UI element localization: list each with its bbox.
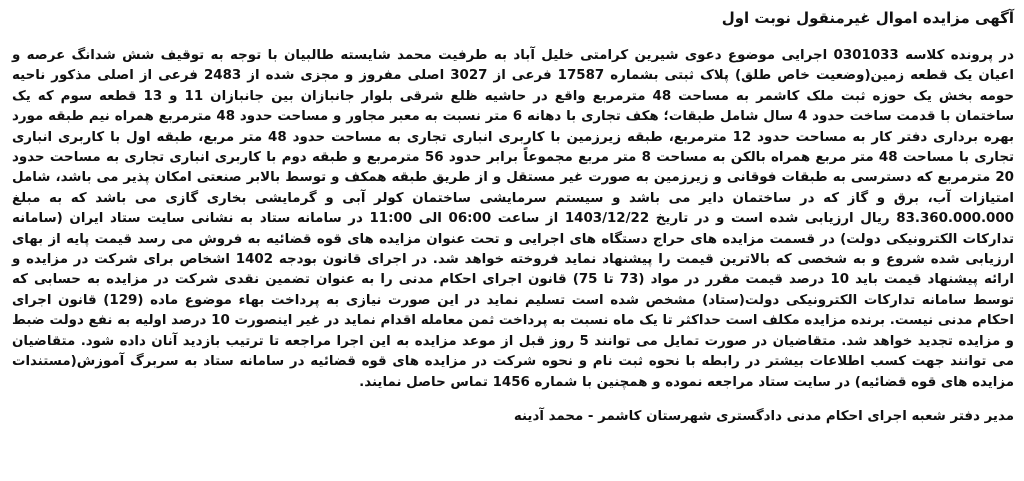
notice-signature: مدیر دفتر شعبه اجرای احکام مدنی دادگستری شهرستان کاشمر - محمد آدینه — [513, 408, 1014, 424]
notice-title: آگهی مزایده اموال غیرمنقول نوبت اول — [721, 9, 1014, 27]
notice-body-text: در پرونده کلاسه 0301033 اجرایی موضوع دعوی شیرین کرامتی خلیل آباد به طرفیت محمد شایسته طالبیان با توجه به توقیف شش شدانگ عرصه و اعیان یک قطعه زمین(وضعیت خاص طلق) پلاک ثبتی بشماره 17587 فرعی از 3027 اصلی مفروز و مجزی شده از 2483 فرعی از اصلی مذکور ناحیه حومه بخش یک حوزه ثبت ملک کاشمر به مساحت 48 مترمربع واقع در حاشیه ظلع شرقی بلوار جانبازان بین جانبازان 11 و 13 قطعه سوم که یک ساختمان با قدمت ساخت حدود 4 سال شامل طبقات؛ هکف تجاری با دهانه 6 متر نسبت به معبر مجاور و مساحت حدود 48 مترمربع همراه نیم طبقه مورد بهره برداری دفتر کار به مساحت حدود 12 مترمربع، طبقه زیرزمین با کاربری انباری تجاری به مساحت حدود 48 متر مربع، طبقه اول با کاربری انباری تجاری با مساحت 48 متر مربع همراه بالکن به مساحت 8 متر مربع مجموعاً برابر حدود 56 مترمربع و طبقه دوم با کاربری انباری تجاری به مساحت حدود 20 مترمربع که دسترسی به طبقات فوقانی و زیرزمین به صورت غیر مستقل و از طریق طبقه همکف و توسط بالابر صنعتی امکان پذیر می باشد، شامل امتیازات آب، برق و گاز که در ساختمان دایر می باشد و سیستم سرمایشی ساختمان کولر آبی و گرمایشی بخاری گازی می باشد که به مبلغ 83.360.000.000 ریال ارزیابی شده است و در تاریخ 1403/12/22 از ساعت 06:00 الی 11:00 در سامانه ستاد به نشانی سایت ستاد ایران (سامانه تدارکات الکترونیکی دولت) در قسمت مزایده های حراج دستگاه های اجرایی و تحت عنوان مزایده های قوه قضائیه به فروش می رسد قیمت پایه از بهای ارزیابی شده شروع و به شخصی که بالاترین قیمت را پیشنهاد نماید فروخته خواهد شد. در اجرای قانون بودجه 1402 اشخاص برای شرکت در مزایده و ارائه پیشنهاد قیمت باید 10 درصد قیمت مقرر در مواد (73 تا 75) قانون اجرای احکام مدنی را به عنوان تضمین نقدی شرکت در مزایده به حسابی که توسط سامانه تدارکات الکترونیکی دولت(ستاد) مشخص شده است تسلیم نماید در این صورت نیازی به پرداخت بهاء موضوع ماده (129) قانون اجرای احکام مدنی نیست. برنده مزایده مکلف است حداکثر تا یک ماه نسبت به پرداخت ثمن معامله اقدام نماید در غیر اینصورت 10 درصد اولیه به نفع دولت ضبط و مزایده تجدید خواهد شد. متقاضیان در صورت تمایل می توانند 5 روز قبل از موعد مزایده به این اجرا مراجعه تا ترتیب بازدید آنان داده شود. متقاضیان می توانند جهت کسب اطلاعات بیشتر در رابطه با نحوه ثبت نام و نحوه شرکت در مزایده های قوه قضائیه در سامانه ستاد به سربرگ آموزش(مستندات مزایده های قوه قضائیه) در سایت ستاد مراجعه نموده و همچنین با شماره 1456 تماس حاصل نمایند. — [12, 48, 1015, 390]
